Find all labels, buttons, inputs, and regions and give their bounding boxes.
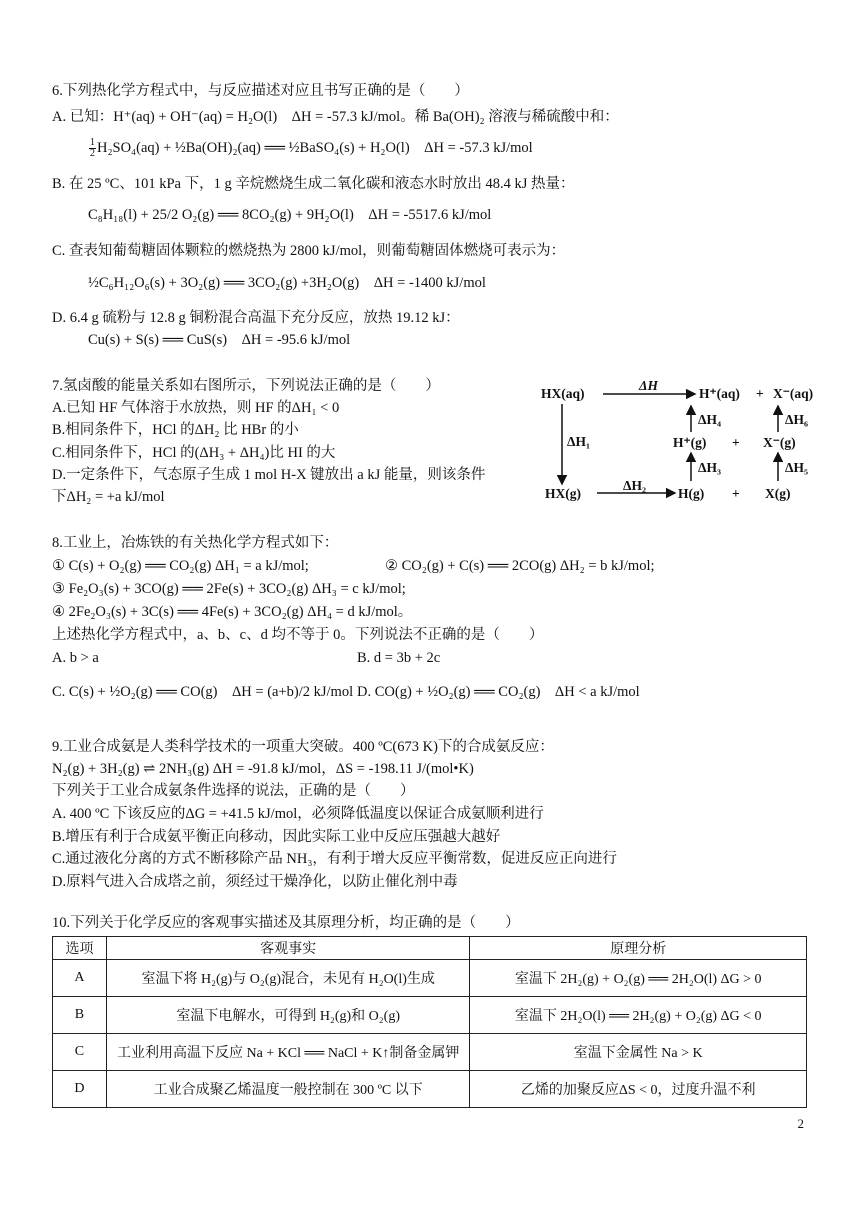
option-cell: C (53, 1034, 107, 1071)
label-h-g: H(g) (678, 486, 705, 501)
label-plus-2: + (732, 435, 740, 450)
fact-cell: 工业合成聚乙烯温度一般控制在 300 ºC 以下 (106, 1071, 469, 1108)
q9-equation: N₂(g) + 3H₂(g) ⇌ 2NH₃(g) ΔH = -91.8 kJ/mol，ΔS = -198.11 J/(mol•K) (52, 761, 474, 777)
q8-equation-3: ③ Fe₂O₃(s) + 3CO(g) ══ 2Fe(s) + 3CO₂(g) ΔH₃ = c kJ/mol; (52, 581, 406, 597)
q8-equation-4: ④ 2Fe₂O₃(s) + 3C(s) ══ 4Fe(s) + 3CO₂(g) ΔH₄ = d kJ/mol。 (52, 604, 413, 620)
fact-cell: 室温下电解水，可得到 H₂(g)和 O₂(g) (106, 997, 469, 1034)
header-cell: 客观事实 (106, 937, 469, 960)
q9-option-d: D.原料气进入合成塔之前，须经过干燥净化，以防止催化剂中毒 (52, 874, 458, 890)
q6-stem: 6.下列热化学方程式中，与反应描述对应且书写正确的是（ ） (52, 83, 469, 99)
table-row (53, 1034, 807, 1071)
q7-stem: 7.氢卤酸的能量关系如右图所示，下列说法正确的是（ ） (52, 378, 440, 394)
q7-option-a: A.已知 HF 气体溶于水放热，则 HF 的ΔH₁ < 0 (52, 400, 340, 416)
label-hx-g: HX(g) (545, 486, 581, 501)
q8-equation-2: ② CO₂(g) + C(s) ══ 2CO(g) ΔH₂ = b kJ/mol; (385, 558, 655, 574)
q9-option-b: B.增压有利于合成氨平衡正向移动，因此实际工业中反应压强越大越好 (52, 829, 501, 845)
table-row (53, 1071, 807, 1108)
fact-cell: 工业利用高温下反应 Na + KCl ══ NaCl + K↑制备金属钾 (106, 1034, 469, 1071)
label-x-g: X(g) (765, 486, 791, 501)
q8-option-b: B. d = 3b + 2c (357, 650, 441, 666)
analysis-cell: 乙烯的加聚反应ΔS < 0，过度升温不利 (470, 1071, 807, 1108)
q7-option-b: B.相同条件下，HCl 的ΔH₂ 比 HBr 的小 (52, 422, 299, 438)
header-cell: 选项 (53, 937, 107, 960)
analysis-cell: 室温下 2H₂(g) + O₂(g) ══ 2H₂O(l) ΔG > 0 (470, 960, 807, 997)
option-cell: D (53, 1071, 107, 1108)
q6-option-c-desc: C. 查表知葡萄糖固体颗粒的燃烧热为 2800 kJ/mol，则葡萄糖固体燃烧可表示为： (52, 243, 566, 259)
label-h-plus-aq: H⁺(aq) (699, 386, 740, 401)
header-cell: 原理分析 (470, 937, 807, 960)
q8-option-d: D. CO(g) + ½O₂(g) ══ CO₂(g) ΔH < a kJ/mol (357, 684, 640, 700)
label-dh6: ΔH₆ (785, 412, 809, 427)
q9-stem: 9.工业合成氨是人类科学技术的一项重大突破。400 ºC(673 K)下的合成氨反应： (52, 739, 554, 755)
label-dh: ΔH (639, 378, 658, 393)
q6-option-c-equation: ½C₆H₁₂O₆(s) + 3O₂(g) ══ 3CO₂(g) +3H₂O(g) ΔH = -1400 kJ/mol (88, 275, 486, 291)
table-row (53, 960, 807, 997)
label-x-minus-g: X⁻(g) (763, 435, 796, 450)
q7-option-d-line1: D.一定条件下，气态原子生成 1 mol H-X 键放出 a kJ 能量，则该条件 (52, 467, 486, 483)
q9-question: 下列关于工业合成氨条件选择的说法，正确的是（ ） (52, 783, 415, 799)
q10-stem: 10.下列关于化学反应的客观事实描述及其原理分析，均正确的是（ ） (52, 915, 520, 931)
label-dh3: ΔH₃ (698, 460, 722, 475)
fact-cell: 室温下将 H₂(g)与 O₂(g)混合，未见有 H₂O(l)生成 (106, 960, 469, 997)
option-cell: B (53, 997, 107, 1034)
q6-option-b-equation: C₈H₁₈(l) + 25/2 O₂(g) ══ 8CO₂(g) + 9H₂O(l) ΔH = -5517.6 kJ/mol (88, 207, 492, 223)
label-dh2: ΔH₂ (623, 478, 647, 493)
label-h-plus-g: H⁺(g) (673, 435, 707, 450)
fraction-half: $\frac{1}{2}$ (90, 137, 95, 159)
page-number: 2 (797, 1116, 804, 1131)
table-header-row (53, 937, 807, 960)
q6-option-d-desc: D. 6.4 g 硫粉与 12.8 g 铜粉混合高温下充分反应，放热 19.12 kJ： (52, 310, 460, 326)
q7-option-d-line2: 下ΔH₂ = +a kJ/mol (52, 489, 165, 505)
q8-option-c: C. C(s) + ½O₂(g) ══ CO(g) ΔH = (a+b)/2 kJ/mol (52, 684, 354, 700)
q10-table (52, 936, 807, 1108)
option-cell: A (53, 960, 107, 997)
label-dh1: ΔH₁ (567, 434, 591, 449)
analysis-cell: 室温下 2H₂O(l) ══ 2H₂(g) + O₂(g) ΔG < 0 (470, 997, 807, 1034)
label-hx-aq: HX(aq) (541, 386, 585, 401)
q6-option-a-equation: $\frac{1}{2}$ H₂SO₄(aq) + ½Ba(OH)₂(aq) ══ ½BaSO₄(s) + H₂O(l) ΔH = -57.3 kJ/mol (90, 137, 533, 159)
q8-option-a: A. b > a (52, 650, 99, 666)
label-dh4: ΔH₄ (698, 412, 722, 427)
q8-note: 上述热化学方程式中，a、b、c、d 均不等于 0。下列说法不正确的是（ ） (52, 627, 544, 643)
q9-option-c: C.通过液化分离的方式不断移除产品 NH₃，有利于增大反应平衡常数，促进反应正向进行 (52, 851, 617, 867)
label-dh5: ΔH₅ (785, 460, 809, 475)
q9-option-a: A. 400 ºC 下该反应的ΔG = +41.5 kJ/mol，必须降低温度以保证合成氨顺利进行 (52, 806, 544, 822)
label-plus-3: + (732, 486, 740, 501)
energy-cycle-diagram (535, 378, 815, 508)
q8-equation-1: ① C(s) + O₂(g) ══ CO₂(g) ΔH₁ = a kJ/mol; (52, 558, 309, 574)
table-row (53, 997, 807, 1034)
q8-stem: 8.工业上，冶炼铁的有关热化学方程式如下： (52, 535, 339, 551)
q6-option-d-equation: Cu(s) + S(s) ══ CuS(s) ΔH = -95.6 kJ/mol (88, 332, 351, 348)
q6-option-a-desc: A. 已知：H⁺(aq) + OH⁻(aq) = H₂O(l) ΔH = -57.3 kJ/mol。稀 Ba(OH)₂ 溶液与稀硫酸中和： (52, 109, 619, 125)
q7-option-c: C.相同条件下，HCl 的(ΔH₃ + ΔH₄)比 HI 的大 (52, 445, 336, 461)
analysis-cell: 室温下金属性 Na > K (470, 1034, 807, 1071)
q6-option-b-desc: B. 在 25 ºC、101 kPa 下，1 g 辛烷燃烧生成二氧化碳和液态水时放出 48.4 kJ 热量： (52, 176, 575, 192)
label-plus-1: + (756, 386, 764, 401)
label-x-minus-aq: X⁻(aq) (773, 386, 814, 401)
